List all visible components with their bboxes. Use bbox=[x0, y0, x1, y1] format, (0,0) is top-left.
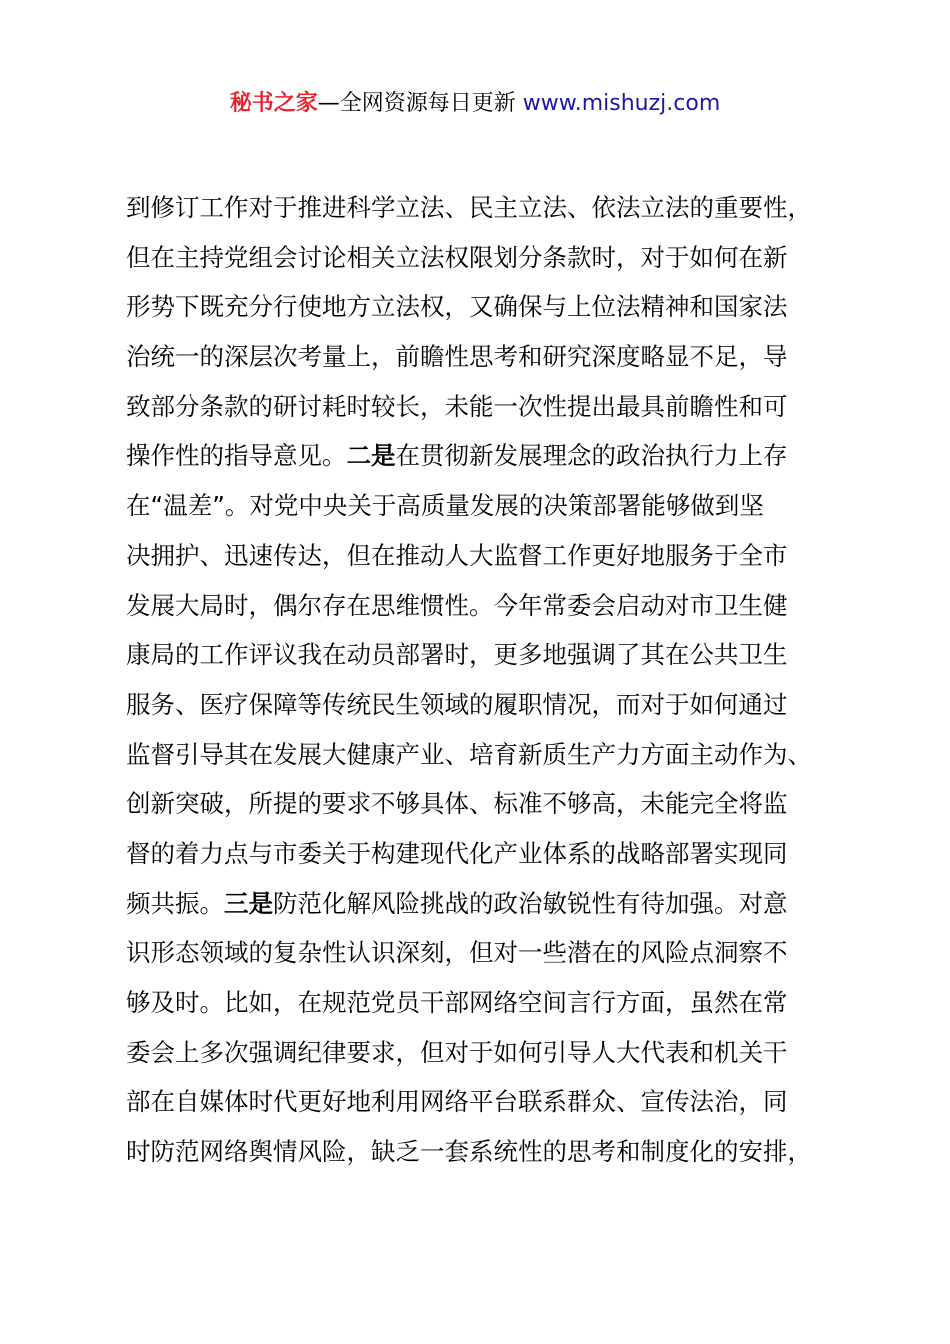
body-line bbox=[126, 630, 866, 680]
body-line bbox=[126, 1077, 866, 1127]
text-run: 够及时。比如，在规范党员干部网络空间言行方面，虽然在常 bbox=[126, 988, 788, 1017]
body-line bbox=[126, 879, 866, 929]
text-run: 时防范网络舆情风险，缺乏一套系统性的思考和制度化的安排， bbox=[126, 1137, 812, 1167]
body-line bbox=[126, 829, 866, 879]
body-line bbox=[126, 233, 866, 283]
text-run: 操作性的指导意见。 bbox=[126, 441, 347, 471]
body-line bbox=[126, 382, 866, 432]
text-run: 形势下既充分行使地方立法权，又确保与上位法精神和国家法 bbox=[126, 292, 788, 322]
text-run: 到修订工作对于推进科学立法、民主立法、依法立法的重要性， bbox=[126, 193, 812, 222]
body-line bbox=[126, 928, 866, 978]
body-line bbox=[126, 978, 866, 1028]
body-line bbox=[126, 282, 866, 332]
site-url[interactable]: www.mishuzj.com bbox=[522, 91, 721, 116]
text-run: 服务、医疗保障等传统民生领域的履职情况，而对于如何通过 bbox=[126, 689, 788, 719]
body-line bbox=[126, 481, 866, 531]
body-line bbox=[126, 1028, 866, 1078]
body-line bbox=[126, 680, 866, 730]
body-line bbox=[126, 581, 866, 631]
text-run: 防范化解风险挑战的政治敏锐性有待加强。对意 bbox=[273, 888, 788, 918]
body-line bbox=[126, 332, 866, 382]
body-line bbox=[126, 431, 866, 481]
text-run: 决拥护、迅速传达，但在推动人大监督工作更好地服务于全市 bbox=[126, 540, 788, 570]
text-run: 致部分条款的研讨耗时较长，未能一次性提出最具前瞻性和可 bbox=[126, 391, 788, 421]
text-run: 在“温差”。对党中央关于高质量发展的决策部署能够做到坚 bbox=[126, 491, 764, 521]
text-run: 部在自媒体时代更好地利用网络平台联系群众、宣传法治，同 bbox=[126, 1087, 788, 1117]
body-line bbox=[126, 183, 866, 233]
bold-marker: 三是 bbox=[224, 888, 273, 918]
text-run: 康局的工作评议我在动员部署时，更多地强调了其在公共卫生 bbox=[126, 640, 788, 670]
text-run: 但在主持党组会讨论相关立法权限划分条款时，对于如何在新 bbox=[126, 242, 788, 272]
body-line bbox=[126, 531, 866, 581]
body-line bbox=[126, 730, 866, 780]
text-run: 治统一的深层次考量上，前瞻性思考和研究深度略显不足，导 bbox=[126, 342, 788, 372]
text-run: 识形态领域的复杂性认识深刻，但对一些潜在的风险点洞察不 bbox=[126, 938, 788, 968]
body-text bbox=[126, 183, 866, 1177]
body-line bbox=[126, 779, 866, 829]
bold-marker: 二是 bbox=[346, 441, 396, 471]
text-run: 督的着力点与市委关于构建现代化产业体系的战略部署实现同 bbox=[126, 838, 788, 868]
page-header bbox=[0, 86, 950, 122]
text-run: 创新突破，所提的要求不够具体、标准不够高，未能完全将监 bbox=[126, 789, 788, 819]
text-run: 监督引导其在发展大健康产业、培育新质生产力方面主动作为、 bbox=[126, 739, 812, 769]
text-run: 委会上多次强调纪律要求，但对于如何引导人大代表和机关干 bbox=[126, 1037, 788, 1067]
text-run: 在贯彻新发展理念的政治执行力上存 bbox=[395, 441, 788, 471]
text-run: 频共振。 bbox=[126, 888, 224, 918]
header-tagline: —全网资源每日更新 bbox=[317, 91, 523, 116]
text-run: 发展大局时，偶尔存在思维惯性。今年常委会启动对市卫生健 bbox=[126, 590, 788, 620]
body-line bbox=[126, 1127, 866, 1177]
brand-name: 秘书之家 bbox=[229, 91, 318, 116]
